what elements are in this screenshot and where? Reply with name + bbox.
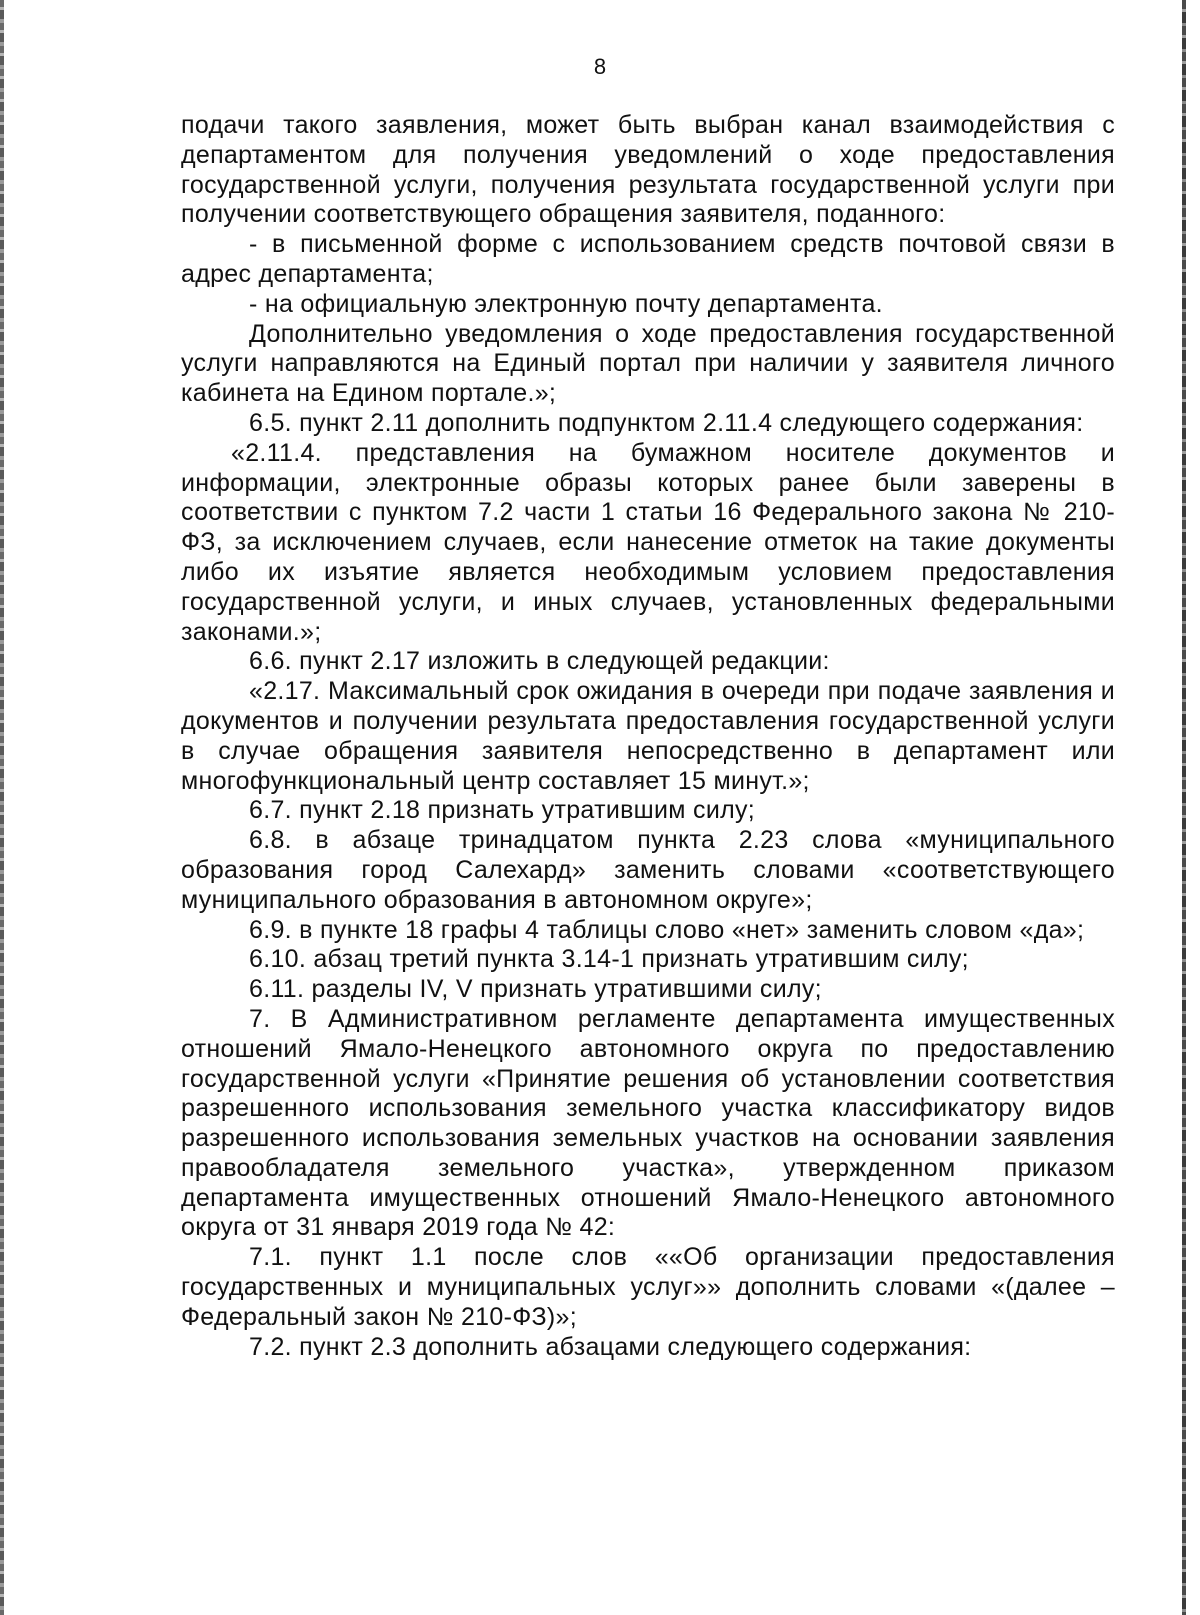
scan-edge-left: [0, 0, 4, 1615]
page-number: 8: [593, 54, 607, 79]
paragraph: Дополнительно уведомления о ходе предоставления государственной услуги направляются на Единый портал при наличии у заявителя личного кабинета на Едином портале.»;: [181, 319, 1115, 408]
paragraph: 7.2. пункт 2.3 дополнить абзацами следующего содержания:: [249, 1332, 972, 1361]
paragraph: - в письменной форме с использованием средств почтовой связи в адрес департамента;: [181, 230, 1115, 288]
paragraph: 6.6. пункт 2.17 изложить в следующей редакции:: [249, 647, 830, 676]
paragraph: 6.5. пункт 2.11 дополнить подпунктом 2.11.4 следующего содержания:: [249, 408, 1084, 437]
paragraph: - на официальную электронную почту департамента.: [249, 289, 883, 318]
paragraph: 6.7. пункт 2.18 признать утратившим силу;: [249, 796, 756, 825]
paragraph: 6.11. разделы IV, V признать утратившими силу;: [249, 975, 822, 1004]
scan-edge-right: [1182, 0, 1186, 1615]
paragraph: 6.10. абзац третий пункта 3.14-1 признать утратившим силу;: [249, 945, 969, 974]
paragraph: 6.8. в абзаце тринадцатом пункта 2.23 слова «муниципального образования город Салехард» заменить словами «соответствующего муниципального образования в автономном округе»;: [181, 826, 1115, 914]
paragraph: подачи такого заявления, может быть выбран канал взаимодействия с департаментом для получения уведомлений о ходе предоставления государственной услуги, получения результата государственной услуги при получении соответствующего обращения заявителя, поданного:: [181, 111, 1115, 229]
document-body: [181, 111, 1115, 1362]
paragraph: 7.1. пункт 1.1 после слов ««Об организации предоставления государственных и муниципальных услуг»» дополнить словами «(далее – Федеральный закон № 210-ФЗ)»;: [181, 1243, 1115, 1331]
paragraph: 6.9. в пункте 18 графы 4 таблицы слово «нет» заменить словом «да»;: [249, 915, 1085, 944]
paragraph: «2.11.4. представления на бумажном носителе документов и информации, электронные образы которых ранее были заверены в соответствии с пунктом 7.2 части 1 статьи 16 Федерального закона № 210-ФЗ, за исключением случаев, если нанесение отметок на такие документы либо их изъятие является необходимым условием предоставления государственной услуги, и иных случаев, установленных федеральными законами.»;: [181, 438, 1115, 646]
paragraph: 7. В Административном регламенте департамента имущественных отношений Ямало-Ненецкого автономного округа по предоставлению государственной услуги «Принятие решения об установлении соответствия разрешенного использования земельного участка классификатору видов разрешенного использования земельных участков на основании заявления правообладателя земельного участка», утвержденном приказом департамента имущественных отношений Ямало-Ненецкого автономного округа от 31 января 2019 года № 42:: [181, 1004, 1115, 1242]
paragraph: «2.17. Максимальный срок ожидания в очереди при подаче заявления и документов и получении результата предоставления государственной услуги в случае обращения заявителя непосредственно в департамент или многофункциональный центр составляет 15 минут.»;: [181, 677, 1115, 795]
